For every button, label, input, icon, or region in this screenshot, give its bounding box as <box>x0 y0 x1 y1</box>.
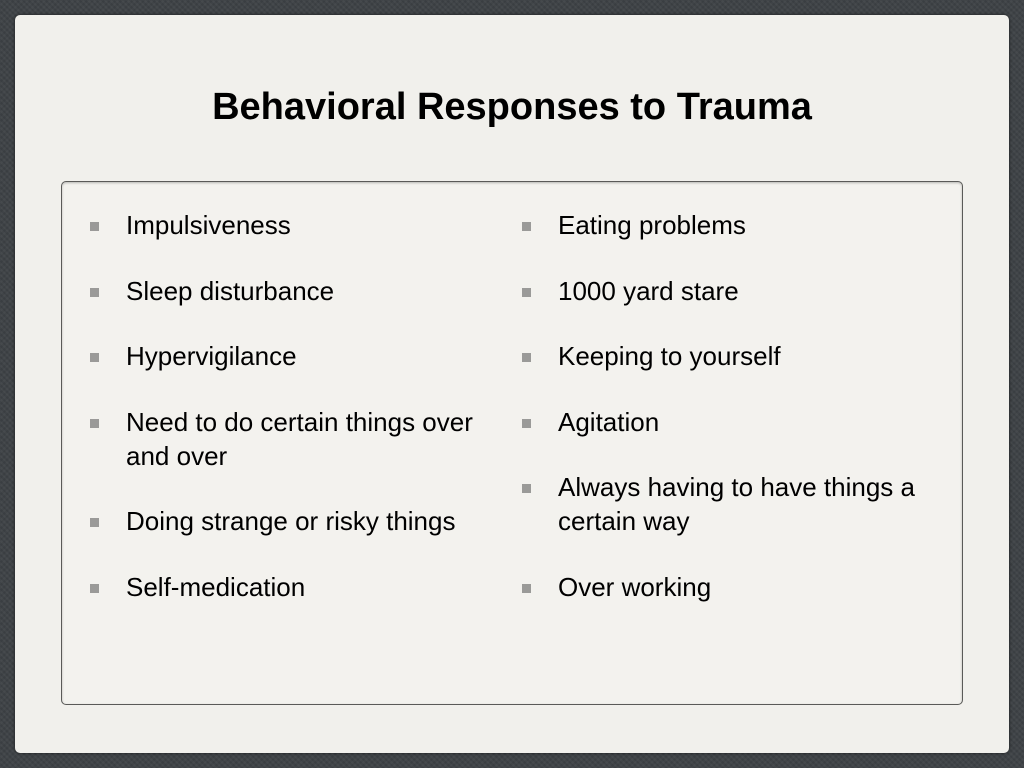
square-bullet-icon <box>90 288 99 297</box>
list-item <box>90 405 510 473</box>
square-bullet-icon <box>90 353 99 362</box>
right-bullet-list <box>522 208 942 635</box>
square-bullet-icon <box>522 222 531 231</box>
list-item-text: Keeping to yourself <box>558 341 781 371</box>
list-item-text: Always having to have things a certain way <box>558 472 915 536</box>
list-item <box>522 470 942 538</box>
square-bullet-icon <box>522 484 531 493</box>
square-bullet-icon <box>522 353 531 362</box>
square-bullet-icon <box>522 288 531 297</box>
slide-title: Behavioral Responses to Trauma <box>212 86 812 128</box>
square-bullet-icon <box>90 222 99 231</box>
list-item <box>522 405 942 439</box>
list-item <box>90 208 510 242</box>
list-item <box>522 208 942 242</box>
left-bullet-list <box>90 208 510 635</box>
list-item-text: Self-medication <box>126 571 306 602</box>
list-item-text: Sleep disturbance <box>126 275 335 306</box>
square-bullet-icon <box>90 419 99 428</box>
list-item <box>90 570 510 604</box>
list-item-text: Need to do certain things over and over <box>126 406 473 471</box>
list-item-text: Over working <box>558 571 712 602</box>
square-bullet-icon <box>90 518 99 527</box>
list-item <box>522 339 942 373</box>
square-bullet-icon <box>90 584 99 593</box>
list-item <box>90 504 510 538</box>
list-item <box>522 570 942 604</box>
list-item-text: 1000 yard stare <box>558 275 739 306</box>
list-item <box>90 339 510 373</box>
content-panel <box>61 181 963 705</box>
list-item-text: Hypervigilance <box>126 341 297 371</box>
list-item-text: Agitation <box>558 406 660 437</box>
list-item-text: Impulsiveness <box>126 210 291 240</box>
square-bullet-icon <box>522 419 531 428</box>
list-item <box>522 274 942 308</box>
slide <box>15 15 1009 753</box>
list-item-text: Doing strange or risky things <box>126 506 456 536</box>
list-item-text: Eating problems <box>558 210 746 240</box>
square-bullet-icon <box>522 584 531 593</box>
list-item <box>90 274 510 308</box>
